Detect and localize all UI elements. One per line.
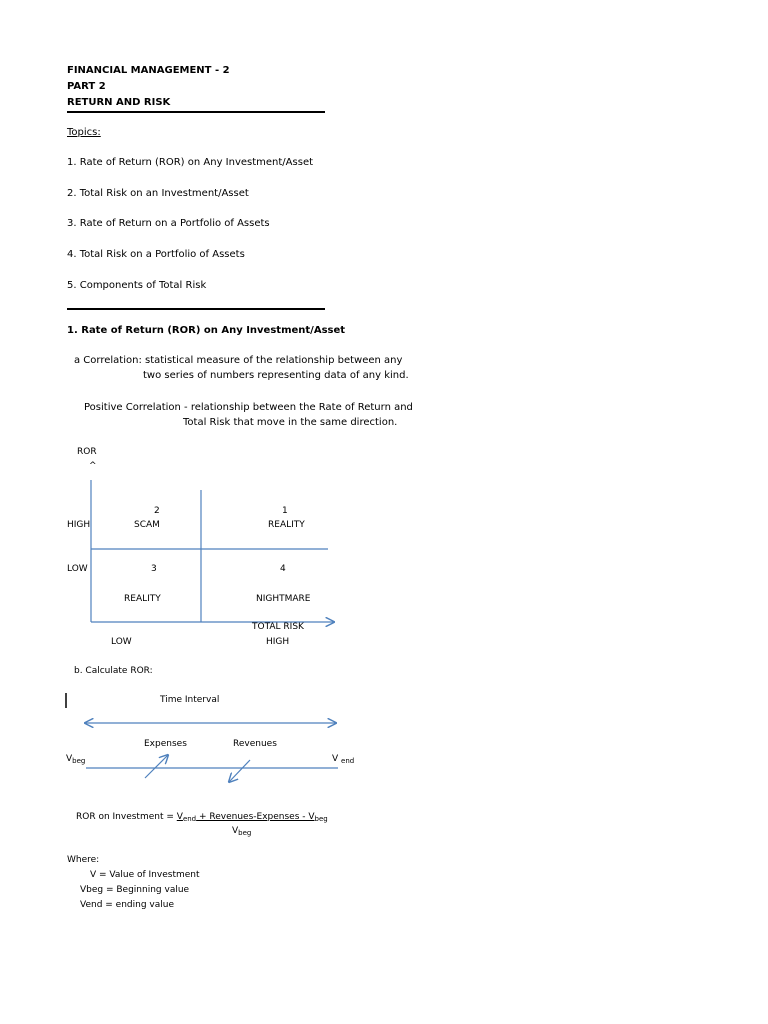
topic-item: 5. Components of Total Risk xyxy=(67,280,207,291)
where-line-v: V = Value of Investment xyxy=(90,870,200,880)
high-risk-label: HIGH xyxy=(266,637,290,647)
total-risk-axis-label: TOTAL RISK xyxy=(252,622,304,632)
topic-item: 3. Rate of Return on a Portfolio of Assets xyxy=(67,218,270,229)
where-line-vbeg: Vbeg = Beginning value xyxy=(80,885,190,895)
topic-item: 1. Rate of Return (ROR) on Any Investment/Asset xyxy=(67,157,314,168)
quadrant-2-number: 2 xyxy=(154,506,160,516)
doc-title: FINANCIAL MANAGEMENT - 2 xyxy=(67,65,230,76)
quadrant-4-number: 4 xyxy=(280,564,286,574)
where-line-vend: Vend = ending value xyxy=(80,900,174,910)
revenues-label: Revenues xyxy=(233,739,277,749)
topic-item: 2. Total Risk on an Investment/Asset xyxy=(67,188,249,199)
low-ror-label: LOW xyxy=(67,564,88,574)
quadrant-3-number: 3 xyxy=(151,564,157,574)
low-risk-label: LOW xyxy=(111,637,132,647)
expenses-arrow xyxy=(145,755,168,778)
positive-correlation-line1: Positive Correlation - relationship between the Rate of Return and xyxy=(84,402,413,413)
time-interval-label: Time Interval xyxy=(160,695,220,705)
formula-numerator: $V_{end}$ + Revenues-Expenses - $V_{beg}$ xyxy=(176,812,328,823)
doc-part: PART 2 xyxy=(67,81,106,92)
quadrant-1-label: REALITY xyxy=(268,520,305,530)
revenues-arrow xyxy=(229,760,250,782)
v-end-label: V $_{end}$ xyxy=(332,754,355,765)
doc-subtitle: RETURN AND RISK xyxy=(67,97,171,108)
topics-heading: Topics: xyxy=(67,127,101,138)
v-beg-label: $V_{beg}$ xyxy=(66,754,86,765)
quadrant-2-label: SCAM xyxy=(134,520,160,530)
expenses-label: Expenses xyxy=(144,739,187,749)
ror-axis-caret: ^ xyxy=(89,461,97,471)
quadrant-1-number: 1 xyxy=(282,506,288,516)
correlation-line2: two series of numbers representing data of any kind. xyxy=(143,370,409,381)
topic-item: 4. Total Risk on a Portfolio of Assets xyxy=(67,249,245,260)
formula-denominator: $V_{beg}$ xyxy=(232,826,252,837)
quadrant-3-label: REALITY xyxy=(124,594,161,604)
positive-correlation-line2: Total Risk that move in the same direction. xyxy=(183,417,398,428)
where-heading: Where: xyxy=(67,855,100,865)
section1-heading: 1. Rate of Return (ROR) on Any Investment/Asset xyxy=(67,325,346,336)
correlation-line1: a Correlation: statistical measure of the relationship between any xyxy=(74,355,403,366)
quadrant-4-label: NIGHTMARE xyxy=(256,594,311,604)
ror-axis-label: ROR xyxy=(77,447,97,457)
calculate-ror-heading: b. Calculate ROR: xyxy=(74,666,153,676)
ror-formula xyxy=(76,813,328,823)
high-ror-label: HIGH xyxy=(67,520,91,530)
formula-label: ROR on Investment = xyxy=(76,812,177,822)
